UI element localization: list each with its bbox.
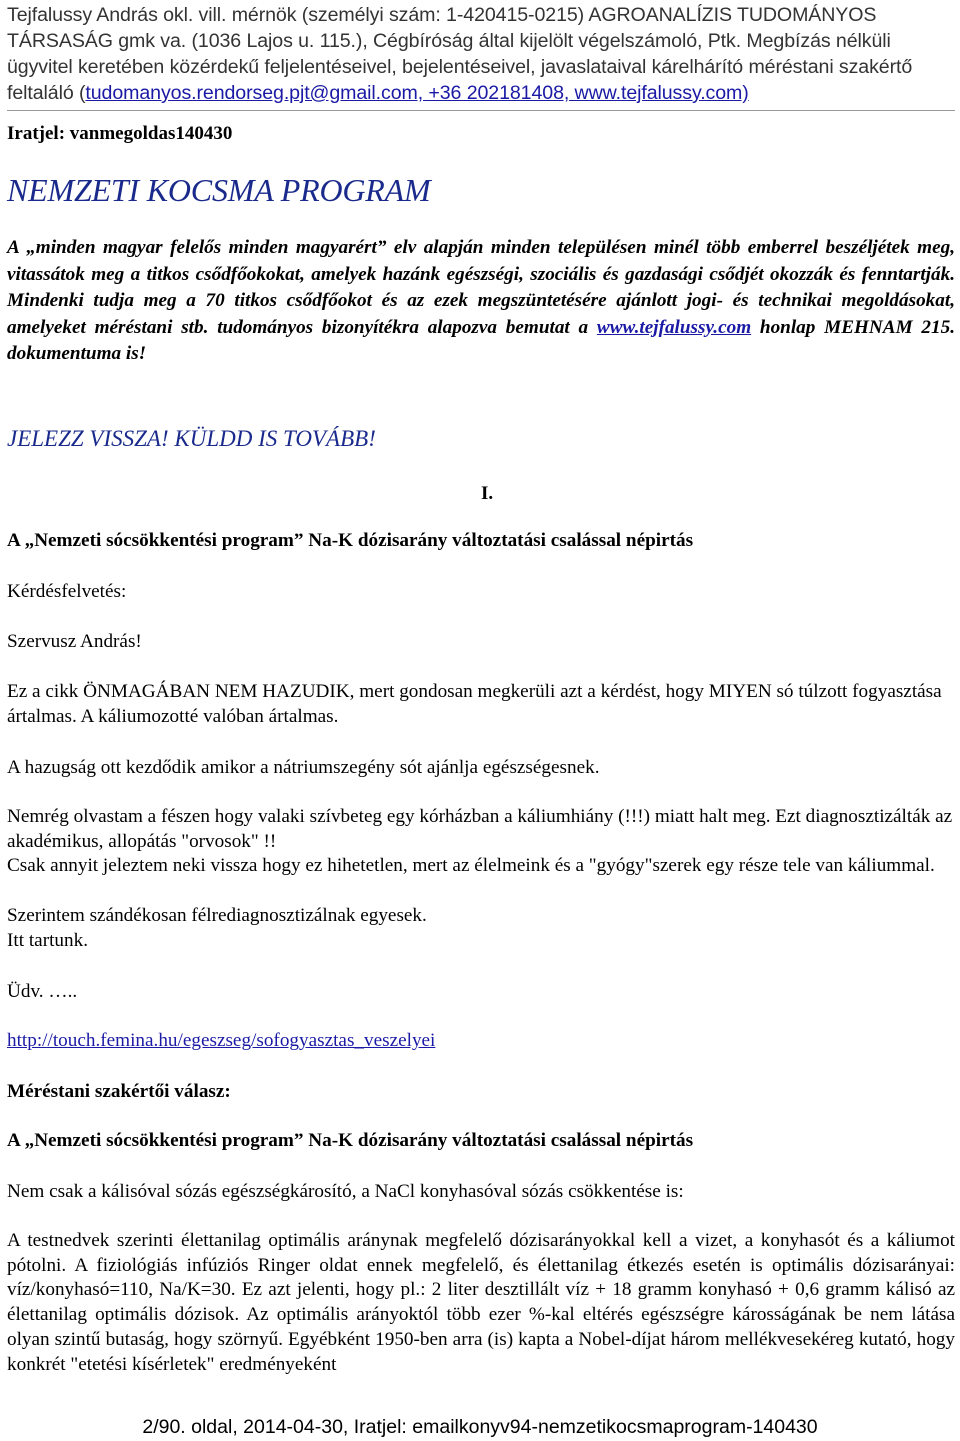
signoff: Üdv. ….. <box>7 981 78 1002</box>
page-title: NEMZETI KOCSMA PROGRAM <box>7 172 431 208</box>
website-link[interactable]: www.tejfalussy.com <box>596 316 752 338</box>
source-link[interactable]: http://touch.femina.hu/egeszseg/sofogyasztas_veszelyei <box>7 1030 436 1051</box>
paragraph: Nemrég olvastam a fészen hogy valaki szívbeteg egy kórházban a káliumhiány (!!!) miatt halt meg. Ezt diagnosztizálták az akadémikus, allopátás "orvosok" !! <box>7 806 953 852</box>
author-header-text: Tejfalussy András okl. vill. mérnök (személyi szám: 1-420415-0215) AGROANALÍZIS TUDOMÁNYOS TÁRSASÁG gmk va. (1036 Lajos u. 115.), Cégbíróság által kijelölt végelszámoló, Ptk. Megbízás nélküli ügyvitel keretében közérdekű feljelentéseivel, bejelentéseivel, javaslataival kárelhárító méréstani szakértő feltaláló ( <box>7 4 913 104</box>
page-footer: 2/90. oldal, 2014-04-30, Iratjel: emailkonyv94-nemzetikocsmaprogram-140430 <box>142 1416 818 1438</box>
paragraph: Nem csak a kálisóval sózás egészségkárosító, a NaCl konyhasóval sózás csökkentése is: <box>7 1181 684 1202</box>
header-divider <box>7 110 955 111</box>
intro-text-end: honlap MEHNAM 215. dokumentuma is! <box>7 316 955 364</box>
call-to-action: JELEZZ VISSZA! KÜLDD IS TOVÁBB! <box>7 426 376 451</box>
paragraph: Itt tartunk. <box>7 930 88 951</box>
paragraph: A hazugság ott kezdődik amikor a nátriumszegény sót ajánlja egészségesnek. <box>7 757 600 778</box>
section-heading: A „Nemzeti sócsökkentési program” Na-K dózisarány változtatási csalással népirtás <box>7 1130 694 1151</box>
document-page <box>7 2 955 1375</box>
greeting: Szervusz András! <box>7 631 142 652</box>
intro-text: A „minden magyar felelős minden magyarért” elv alapján minden településen minél több emberrel beszéljétek meg, vitassátok meg a titkos csődfőokokat, amelyek hazánk egészségi, szociális és gazdasági csődjét okozzák és fenntartják. Mindenki tudja meg a 70 titkos csődfőokot és az ezek megszüntetésére ajánlott jogi- és technikai megoldásokat, amelyeket méréstani stb. tudományos bizonyítékra alapozva bemutat a <box>7 237 955 338</box>
contact-link[interactable]: tudomanyos.rendorseg.pjt@gmail.com, +36 202181408, www.tejfalussy.com) <box>85 82 749 104</box>
intro-paragraph <box>7 235 955 368</box>
document-reference: Iratjel: vanmegoldas140430 <box>7 123 233 144</box>
author-header <box>7 2 955 106</box>
section-heading: A „Nemzeti sócsökkentési program” Na-K dózisarány változtatási csalással népirtás <box>7 530 694 551</box>
paragraph: Szerintem szándékosan félrediagnosztizálnak egyesek. <box>7 905 427 926</box>
paragraph: A testnedvek szerinti élettanilag optimális aránynak megfelelő dózisarányokkal kell a vizet, a konyhasót és a káliumot pótolni. A fiziológiás infúziós Ringer oldat ennek megfelelő, és élettanilag étkezés esetén is optimális dózisarányai: víz/konyhasó=110, Na/K=30. Ez azt jelenti, hogy pl.: 2 liter desztillált víz + 18 gramm konyhasó + 0,6 gramm kálisó az élettanilag optimális dózisok. Az optimális arányoktól több ezer %-kal eltérés egészségre károsságának be nem látása olyan szintű butaság, hogy szörnyű. Egyébként 1950-ben arra (is) kapta a Nobel-díjat három mellékvesekéreg kutató, hogy konkrét "etetési kísérletek" eredményeként <box>7 1230 955 1375</box>
source-link-line <box>7 1029 955 1054</box>
question-label: Kérdésfelvetés: <box>7 581 127 602</box>
paragraph: Csak annyit jeleztem neki vissza hogy ez hihetetlen, mert az élelmeink és a "gyógy"szerek egy része tele van káliummal. <box>7 855 935 876</box>
answer-label: Méréstani szakértői válasz: <box>7 1081 231 1102</box>
section-numeral: I. <box>481 483 494 504</box>
paragraph: Ez a cikk ÖNMAGÁBAN NEM HAZUDIK, mert gondosan megkerüli azt a kérdést, hogy MIYEN só túlzott fogyasztása ártalmas. A káliumozotté valóban ártalmas. <box>7 681 942 727</box>
